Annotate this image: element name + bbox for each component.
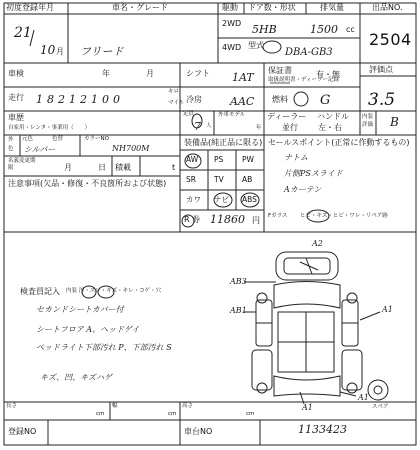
grade-label: 評価点 (369, 65, 393, 74)
inspector-note-1: セカンドシートカバー付 (36, 305, 124, 314)
transfer-month-label: 月 (64, 163, 72, 172)
notes-title: 注意事項(欠品・修復・不良箇所および状態) (8, 179, 167, 188)
inspection-month-label: 月 (146, 69, 154, 78)
handle-label: ハンドル (317, 112, 349, 121)
drive-2wd: 2WD (222, 19, 242, 28)
capacity-label: 定員 (183, 111, 195, 117)
spare-tire-label: スペア (372, 404, 389, 410)
inspection-year-label: 年 (102, 69, 110, 78)
color-number-label: カラーNO (84, 136, 109, 142)
diagram-mark-a2: A2 (312, 239, 323, 248)
shift-label: シフト (186, 69, 210, 78)
height-unit: cm (246, 411, 255, 417)
car-diagram (244, 252, 388, 404)
shift-value: 1AT (232, 71, 254, 84)
ac-label: 冷房 (186, 95, 202, 104)
cc-label: cc (346, 25, 355, 34)
diagram-mark-a1-side: A1 (382, 305, 393, 314)
import-year-unit: 年 (256, 125, 262, 131)
drive-4wd: 4WD (222, 43, 242, 52)
handle-value: 左・右 (318, 123, 342, 132)
sales-point-2: 片側PSスライド (284, 169, 343, 178)
inspection-label: 車検 (8, 69, 24, 78)
inspector-categories: 内装 汚・スレ・キズ・キレ・コゲ・穴 (66, 288, 162, 294)
inspector-note-3: ベッドライト下部汚れ P、下部汚れ S (36, 343, 172, 352)
fuel-label: 燃料 (272, 95, 288, 104)
recycle-label: R 券 (184, 215, 201, 224)
km-label: キロ (168, 89, 180, 95)
grade-value: 3.5 (368, 90, 396, 110)
displacement-label: 排気量 (320, 3, 344, 12)
inspector-note-4: キズ、凹、キズハゲ (40, 373, 112, 382)
first-registration-label: 初度登録年月 (6, 3, 54, 12)
mileage-value: 18212100 (36, 93, 124, 106)
interior-grade-value: B (390, 115, 399, 129)
inspector-note-2: シートフロア A、ヘッドゲイ (36, 325, 140, 334)
first-registration-month: 10 (40, 43, 56, 57)
recycle-value: 11860 (210, 213, 245, 226)
changed-color-label: 色替 (52, 136, 64, 142)
equipment-title: 装備品(純正品に限る) (184, 138, 263, 147)
transfer-deadline-label: 名義変更期限 (8, 158, 36, 172)
equipment-ps: PS (214, 155, 224, 164)
load-label: 積載 (115, 163, 131, 172)
car-name-label: 車名・グレード (112, 3, 168, 12)
capacity-unit: 人 (206, 123, 212, 129)
equipment-abs: ABS (242, 195, 257, 204)
month-suffix: 月 (56, 47, 64, 56)
width-unit: cm (168, 411, 177, 417)
drive-label: 駆動 (222, 3, 238, 12)
capacity-value: 7 (194, 120, 201, 133)
color-number-value: NH700M (112, 144, 150, 153)
first-registration-year: 21 (14, 25, 32, 41)
model-label: 型式 (248, 41, 264, 50)
equipment-sr: SR (186, 175, 196, 184)
warranty-value: 有・無 (316, 70, 340, 79)
dealer-label: ディーラー (267, 112, 307, 121)
chassis-number-label: 車台NO (184, 427, 213, 436)
sales-points-title: セールスポイント(正常に作動するもの) (268, 138, 410, 147)
mileage-label: 走行 (8, 93, 24, 102)
diagram-mark-a1-rear: A1 (358, 393, 369, 402)
front-glass-label: Fガラス (268, 213, 288, 219)
lot-number-label: 出品NO. (372, 3, 403, 12)
mile-label: マイル (168, 100, 185, 106)
ac-value: AAC (230, 95, 255, 108)
height-label: 高さ (182, 403, 194, 409)
equipment-navi: ナビ (214, 195, 229, 204)
recycle-unit: 円 (252, 216, 260, 225)
lot-number: 2504 (369, 30, 412, 49)
length-label: 長さ (6, 403, 18, 409)
history-label: 車歴 (8, 113, 24, 122)
warranty-sub-label: 取扱説明書・ディーラー記録 (268, 77, 340, 83)
diagram-mark-ab1: AB1 (230, 306, 247, 315)
interior-grade-label: 内装評価 (362, 114, 374, 128)
equipment-aw: AW (186, 155, 199, 164)
chassis-number-value: 1133423 (298, 423, 347, 436)
warranty-label: 保証書 (268, 66, 292, 75)
doors-value: 5HB (252, 23, 277, 36)
width-label: 幅 (112, 403, 118, 409)
history-sub-label: 自家用・レンタ・事業用（ ） (8, 125, 91, 131)
dealer-sub-label: 並行 (282, 123, 298, 132)
sales-point-3: Aカーテン (284, 185, 322, 194)
doors-label: ドア数・形状 (248, 3, 296, 12)
equipment-pw: PW (242, 155, 254, 164)
diagram-mark-ab3: AB3 (230, 277, 247, 286)
color-label: 色 (8, 146, 14, 152)
length-unit: cm (96, 411, 105, 417)
diagram-mark-a1-bottom: A1 (302, 403, 313, 412)
registration-number-label: 登録NO (8, 427, 37, 436)
equipment-tv: TV (214, 175, 224, 184)
front-glass-values: ヒビ・キズ・ヒビ・ワレ・リペア跡 (300, 213, 388, 219)
inspector-title: 検査員記入 (20, 287, 60, 296)
equipment-ab: AB (242, 175, 253, 184)
original-color-label: 元色 (22, 136, 34, 142)
import-model-label: 外車モデル (218, 112, 246, 118)
car-name-value: フリード (80, 45, 124, 58)
fuel-value: G (320, 93, 331, 108)
displacement-value: 1500 (310, 23, 338, 36)
model-code: DBA-GB3 (285, 47, 333, 58)
equipment-leather: カワ (186, 195, 201, 204)
exterior-color-label: 外 (8, 137, 14, 143)
load-unit: t (172, 163, 176, 172)
sales-point-1: ナトム (284, 153, 308, 162)
color-value: シルバー (24, 145, 56, 154)
transfer-day-label: 日 (98, 163, 106, 172)
